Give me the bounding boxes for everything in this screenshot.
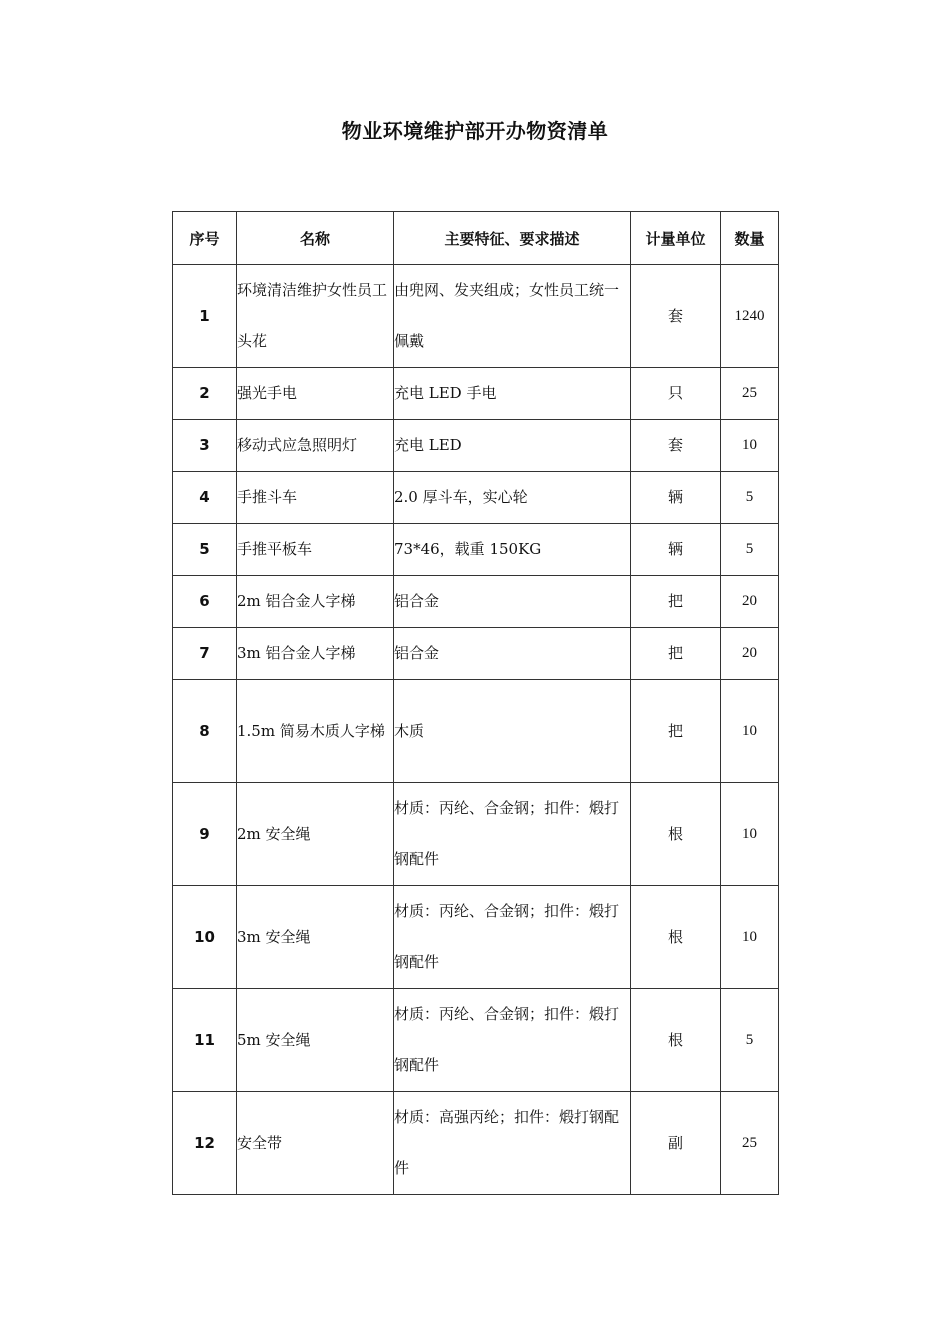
table-row: [173, 680, 779, 783]
row-description-text: 铝合金: [394, 592, 440, 610]
row-name: [237, 472, 394, 524]
row-description: [394, 472, 631, 524]
row-quantity: 1240: [721, 265, 779, 368]
row-description: [394, 265, 631, 368]
row-quantity: 10: [721, 783, 779, 886]
row-index: 6: [173, 576, 237, 628]
row-description-text: 材质：高强丙纶；扣件：煅打钢配件: [394, 1108, 620, 1177]
row-unit: 把: [631, 680, 721, 783]
row-quantity: 25: [721, 1092, 779, 1195]
row-description: [394, 989, 631, 1092]
row-description: [394, 886, 631, 989]
document-title: 物业环境维护部开办物资清单: [341, 119, 609, 143]
table-row: [173, 886, 779, 989]
row-quantity: 10: [721, 680, 779, 783]
row-quantity: 5: [721, 472, 779, 524]
row-unit: 副: [631, 1092, 721, 1195]
row-unit: 套: [631, 265, 721, 368]
row-index: 2: [173, 368, 237, 420]
row-name-text: 安全带: [237, 1133, 283, 1152]
row-name-text: 1.5m 简易木质人字梯: [237, 721, 385, 740]
row-index: 10: [173, 886, 237, 989]
row-name: [237, 524, 394, 576]
row-quantity: 5: [721, 989, 779, 1092]
row-description: [394, 420, 631, 472]
row-name-text: 移动式应急照明灯: [237, 436, 358, 454]
row-description: [394, 368, 631, 420]
row-description-text: 充电 LED: [394, 436, 462, 454]
row-description-text: 铝合金: [394, 644, 440, 662]
header-name: 名称: [237, 212, 394, 265]
row-description-text: 材质：丙纶、合金钢；扣件：煅打钢配件: [394, 1005, 620, 1074]
row-description-text: 充电 LED 手电: [394, 384, 497, 402]
row-description: [394, 1092, 631, 1195]
row-name: [237, 628, 394, 680]
table-row: [173, 472, 779, 524]
row-quantity: 20: [721, 628, 779, 680]
row-index: 5: [173, 524, 237, 576]
row-name: [237, 783, 394, 886]
row-name: [237, 1092, 394, 1195]
row-description: [394, 680, 631, 783]
row-unit: 根: [631, 783, 721, 886]
row-quantity: 25: [721, 368, 779, 420]
header-description: 主要特征、要求描述: [394, 212, 631, 265]
row-unit: 根: [631, 989, 721, 1092]
row-description-text: 73*46，载重 150KG: [394, 540, 542, 558]
row-name: [237, 886, 394, 989]
row-index: 12: [173, 1092, 237, 1195]
row-description: [394, 628, 631, 680]
row-description-text: 由兜网、发夹组成；女性员工统一佩戴: [394, 281, 620, 350]
row-name-text: 2m 铝合金人字梯: [237, 592, 356, 610]
row-name: [237, 420, 394, 472]
table-header-row: [173, 212, 779, 265]
row-name-text: 环境清洁维护女性员工头花: [237, 281, 388, 350]
row-description-text: 2.0 厚斗车，实心轮: [394, 488, 528, 506]
header-index: 序号: [173, 212, 237, 265]
header-unit: 计量单位: [631, 212, 721, 265]
row-unit: 把: [631, 576, 721, 628]
table-row: [173, 368, 779, 420]
row-name: [237, 368, 394, 420]
row-name-text: 手推平板车: [237, 540, 313, 558]
row-index: 7: [173, 628, 237, 680]
row-index: 9: [173, 783, 237, 886]
row-quantity: 20: [721, 576, 779, 628]
table-row: [173, 420, 779, 472]
table-row: [173, 265, 779, 368]
row-name-text: 手推斗车: [237, 488, 298, 506]
table-row: [173, 783, 779, 886]
row-description: [394, 783, 631, 886]
row-name: [237, 265, 394, 368]
header-quantity: 数量: [721, 212, 779, 265]
row-name-text: 强光手电: [237, 384, 298, 402]
row-quantity: 5: [721, 524, 779, 576]
row-name: [237, 680, 394, 783]
row-unit: 根: [631, 886, 721, 989]
row-unit: 套: [631, 420, 721, 472]
row-quantity: 10: [721, 420, 779, 472]
row-description-text: 材质：丙纶、合金钢；扣件：煅打钢配件: [394, 902, 620, 971]
table-row: [173, 628, 779, 680]
row-name: [237, 989, 394, 1092]
table-row: [173, 576, 779, 628]
row-unit: 把: [631, 628, 721, 680]
table-row: [173, 1092, 779, 1195]
row-quantity: 10: [721, 886, 779, 989]
row-description: [394, 524, 631, 576]
row-name-text: 5m 安全绳: [237, 1030, 311, 1049]
inventory-table: [172, 211, 779, 1195]
row-unit: 只: [631, 368, 721, 420]
row-unit: 辆: [631, 524, 721, 576]
row-name: [237, 576, 394, 628]
row-description-text: 材质：丙纶、合金钢；扣件：煅打钢配件: [394, 799, 620, 868]
row-unit: 辆: [631, 472, 721, 524]
row-index: 11: [173, 989, 237, 1092]
row-index: 1: [173, 265, 237, 368]
row-name-text: 2m 安全绳: [237, 824, 311, 843]
row-description-text: 木质: [394, 721, 425, 740]
table-row: [173, 989, 779, 1092]
table-row: [173, 524, 779, 576]
row-index: 4: [173, 472, 237, 524]
row-description: [394, 576, 631, 628]
row-name-text: 3m 铝合金人字梯: [237, 644, 356, 662]
row-index: 3: [173, 420, 237, 472]
row-index: 8: [173, 680, 237, 783]
row-name-text: 3m 安全绳: [237, 927, 311, 946]
